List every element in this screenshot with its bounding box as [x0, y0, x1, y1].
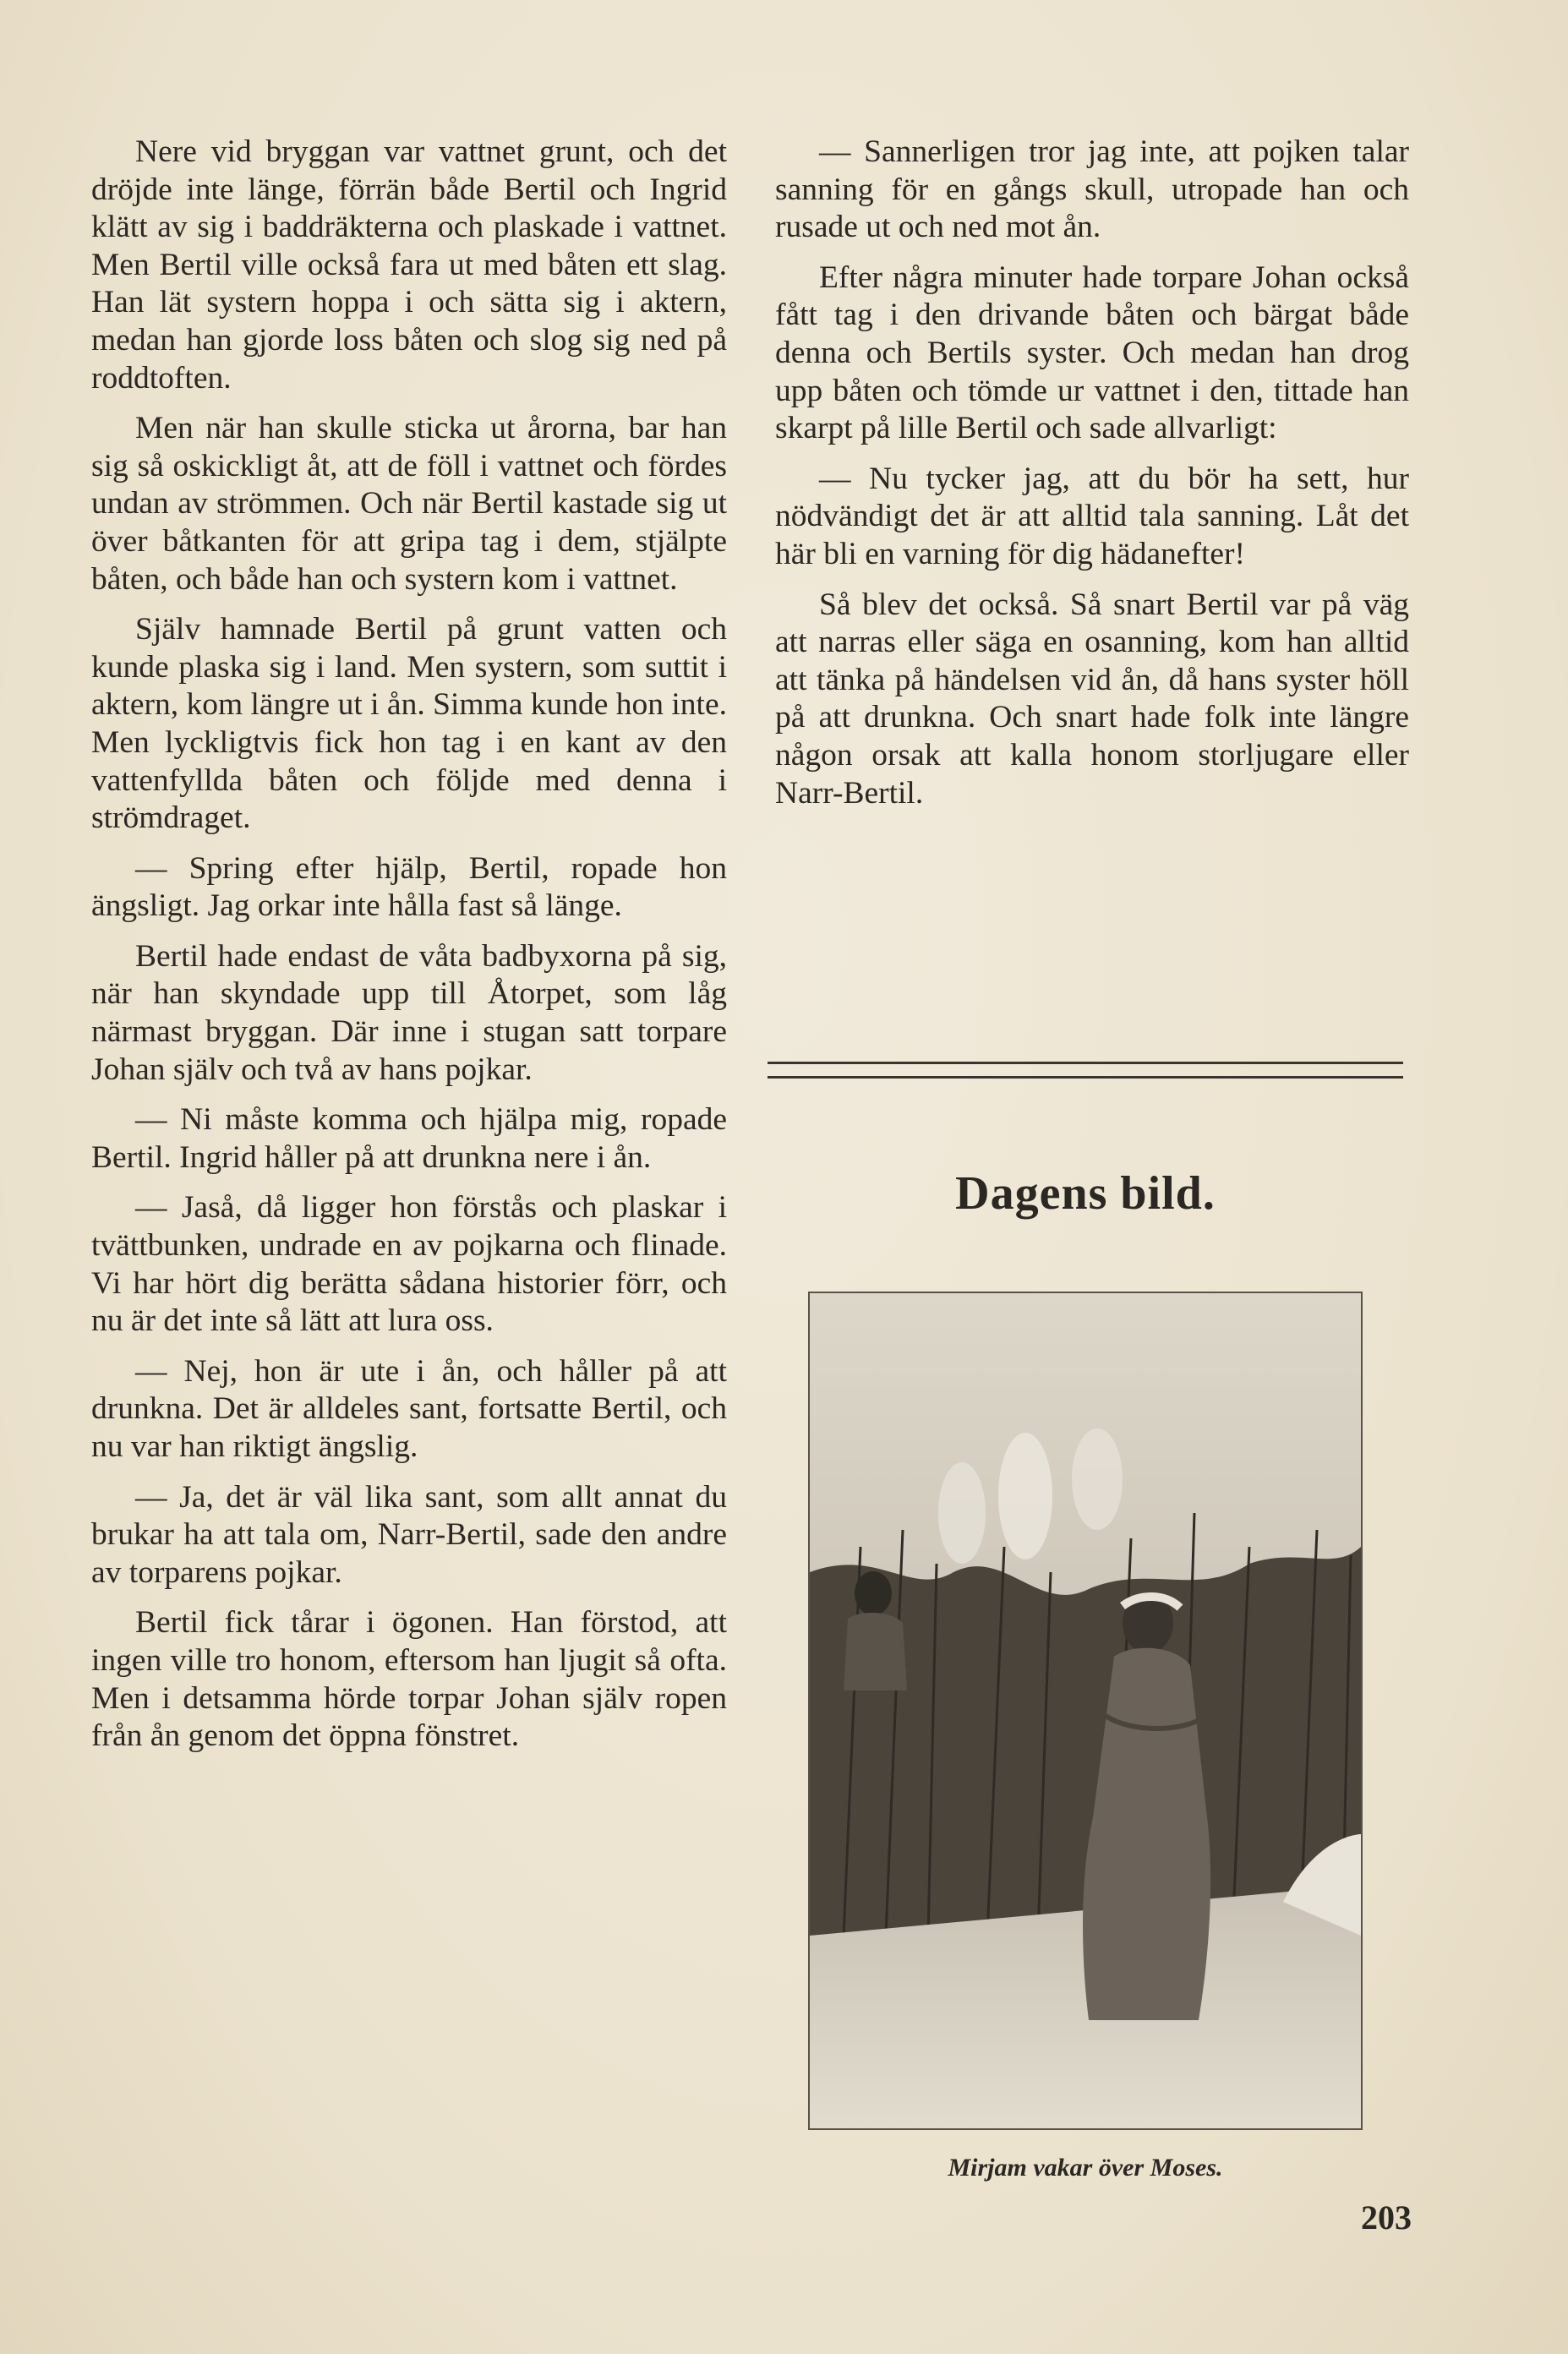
paragraph: — Jaså, då ligger hon förstås och plaskar i tvättbunken, undrade en av pojkarna och flinade. Vi har hört dig berätta sådana historier förr, och nu är det inte så lätt att lura oss.: [91, 1190, 727, 1339]
background-figure: [938, 1462, 986, 1564]
paragraph: — Sannerligen tror jag inte, att pojken talar sanning för en gångs skull, utropade han och rusade ut och ned mot ån.: [775, 134, 1409, 245]
paragraph: — Ja, det är väl lika sant, som allt annat du brukar ha att tala om, Narr-Bertil, sade den andre av torparens pojkar.: [91, 1479, 727, 1590]
paragraph: — Nej, hon är ute i ån, och håller på att drunkna. Det är alldeles sant, fortsatte Bertil, och nu var han riktigt ängslig.: [91, 1353, 727, 1464]
section-divider: [768, 1076, 1403, 1079]
paragraph: Bertil hade endast de våta badbyxorna på sig, när han skyndade upp till Åtorpet, som låg närmast bryggan. Där inne i stugan satt torpare Johan själv och två av hans pojkar.: [91, 938, 727, 1087]
paragraph: — Nu tycker jag, att du bör ha sett, hur nödvändigt det är att alltid tala sanning. Låt det här bli en varning för dig hädanefter!: [775, 461, 1409, 571]
picture-heading: Dagens bild.: [955, 1167, 1216, 1220]
paragraph: Så blev det också. Så snart Bertil var på väg att narras eller säga en osanning, kom han alltid att tänka på händelsen vid ån, då hans syster höll på att drunkna. Och snart hade folk inte längre någon orsak att kalla honom storljugare eller Narr-Bertil.: [775, 587, 1409, 811]
child-figure: [844, 1613, 907, 1690]
illustration-drawing: [810, 1293, 1361, 2128]
paragraph: Men när han skulle sticka ut årorna, bar han sig så oskickligt åt, att de föll i vattnet och fördes undan av strömmen. Och när Bertil kastade sig ut över båtkanten för att gripa tag i dem, stjälpte båten, och både han och systern kom i vattnet.: [91, 411, 727, 597]
paragraph: Själv hamnade Bertil på grunt vatten och kunde plaska sig i land. Men systern, som suttit i aktern, kom längre ut i ån. Simma kunde hon inte. Men lyckligtvis fick hon tag i en kant av den vattenfyllda båten och följde med denna i strömdraget.: [91, 612, 727, 836]
paragraph: — Spring efter hjälp, Bertil, ropade hon ängsligt. Jag orkar inte hålla fast så länge.: [91, 850, 727, 924]
right-text-column: [775, 134, 1409, 825]
child-head: [855, 1571, 892, 1615]
paragraph: Bertil fick tårar i ögonen. Han förstod, att ingen ville tro honom, eftersom han ljugit så ofta. Men i detsamma hörde torpar Johan själv ropen från ån genom det öppna fönstret.: [91, 1605, 727, 1754]
paragraph: Efter några minuter hade torpare Johan också fått tag i den drivande båten och bärgat både denna och Bertils syster. Och medan han drog upp båten och tömde ur vattnet i den, tittade han skarpt på lille Bertil och sade allvarligt:: [775, 259, 1409, 446]
background-figure: [1072, 1428, 1123, 1530]
paragraph: Nere vid bryggan var vattnet grunt, och det dröjde inte länge, förrän både Bertil och Ingrid klätt av sig i baddräkterna och plaskade i vattnet. Men Bertil ville också fara ut med båten ett slag. Han lät systern hoppa i och sätta sig i aktern, medan han gjorde loss båten och slog sig ned på roddtoften.: [91, 134, 727, 396]
illustration: [808, 1292, 1363, 2130]
illustration-caption: Mirjam vakar över Moses.: [948, 2154, 1223, 2182]
paragraph: — Ni måste komma och hjälpa mig, ropade Bertil. Ingrid håller på att drunkna nere i ån.: [91, 1102, 727, 1175]
section-divider: [768, 1062, 1403, 1064]
left-text-column: [91, 134, 727, 1768]
page-number: 203: [1361, 2198, 1412, 2237]
background-figure: [998, 1433, 1052, 1559]
